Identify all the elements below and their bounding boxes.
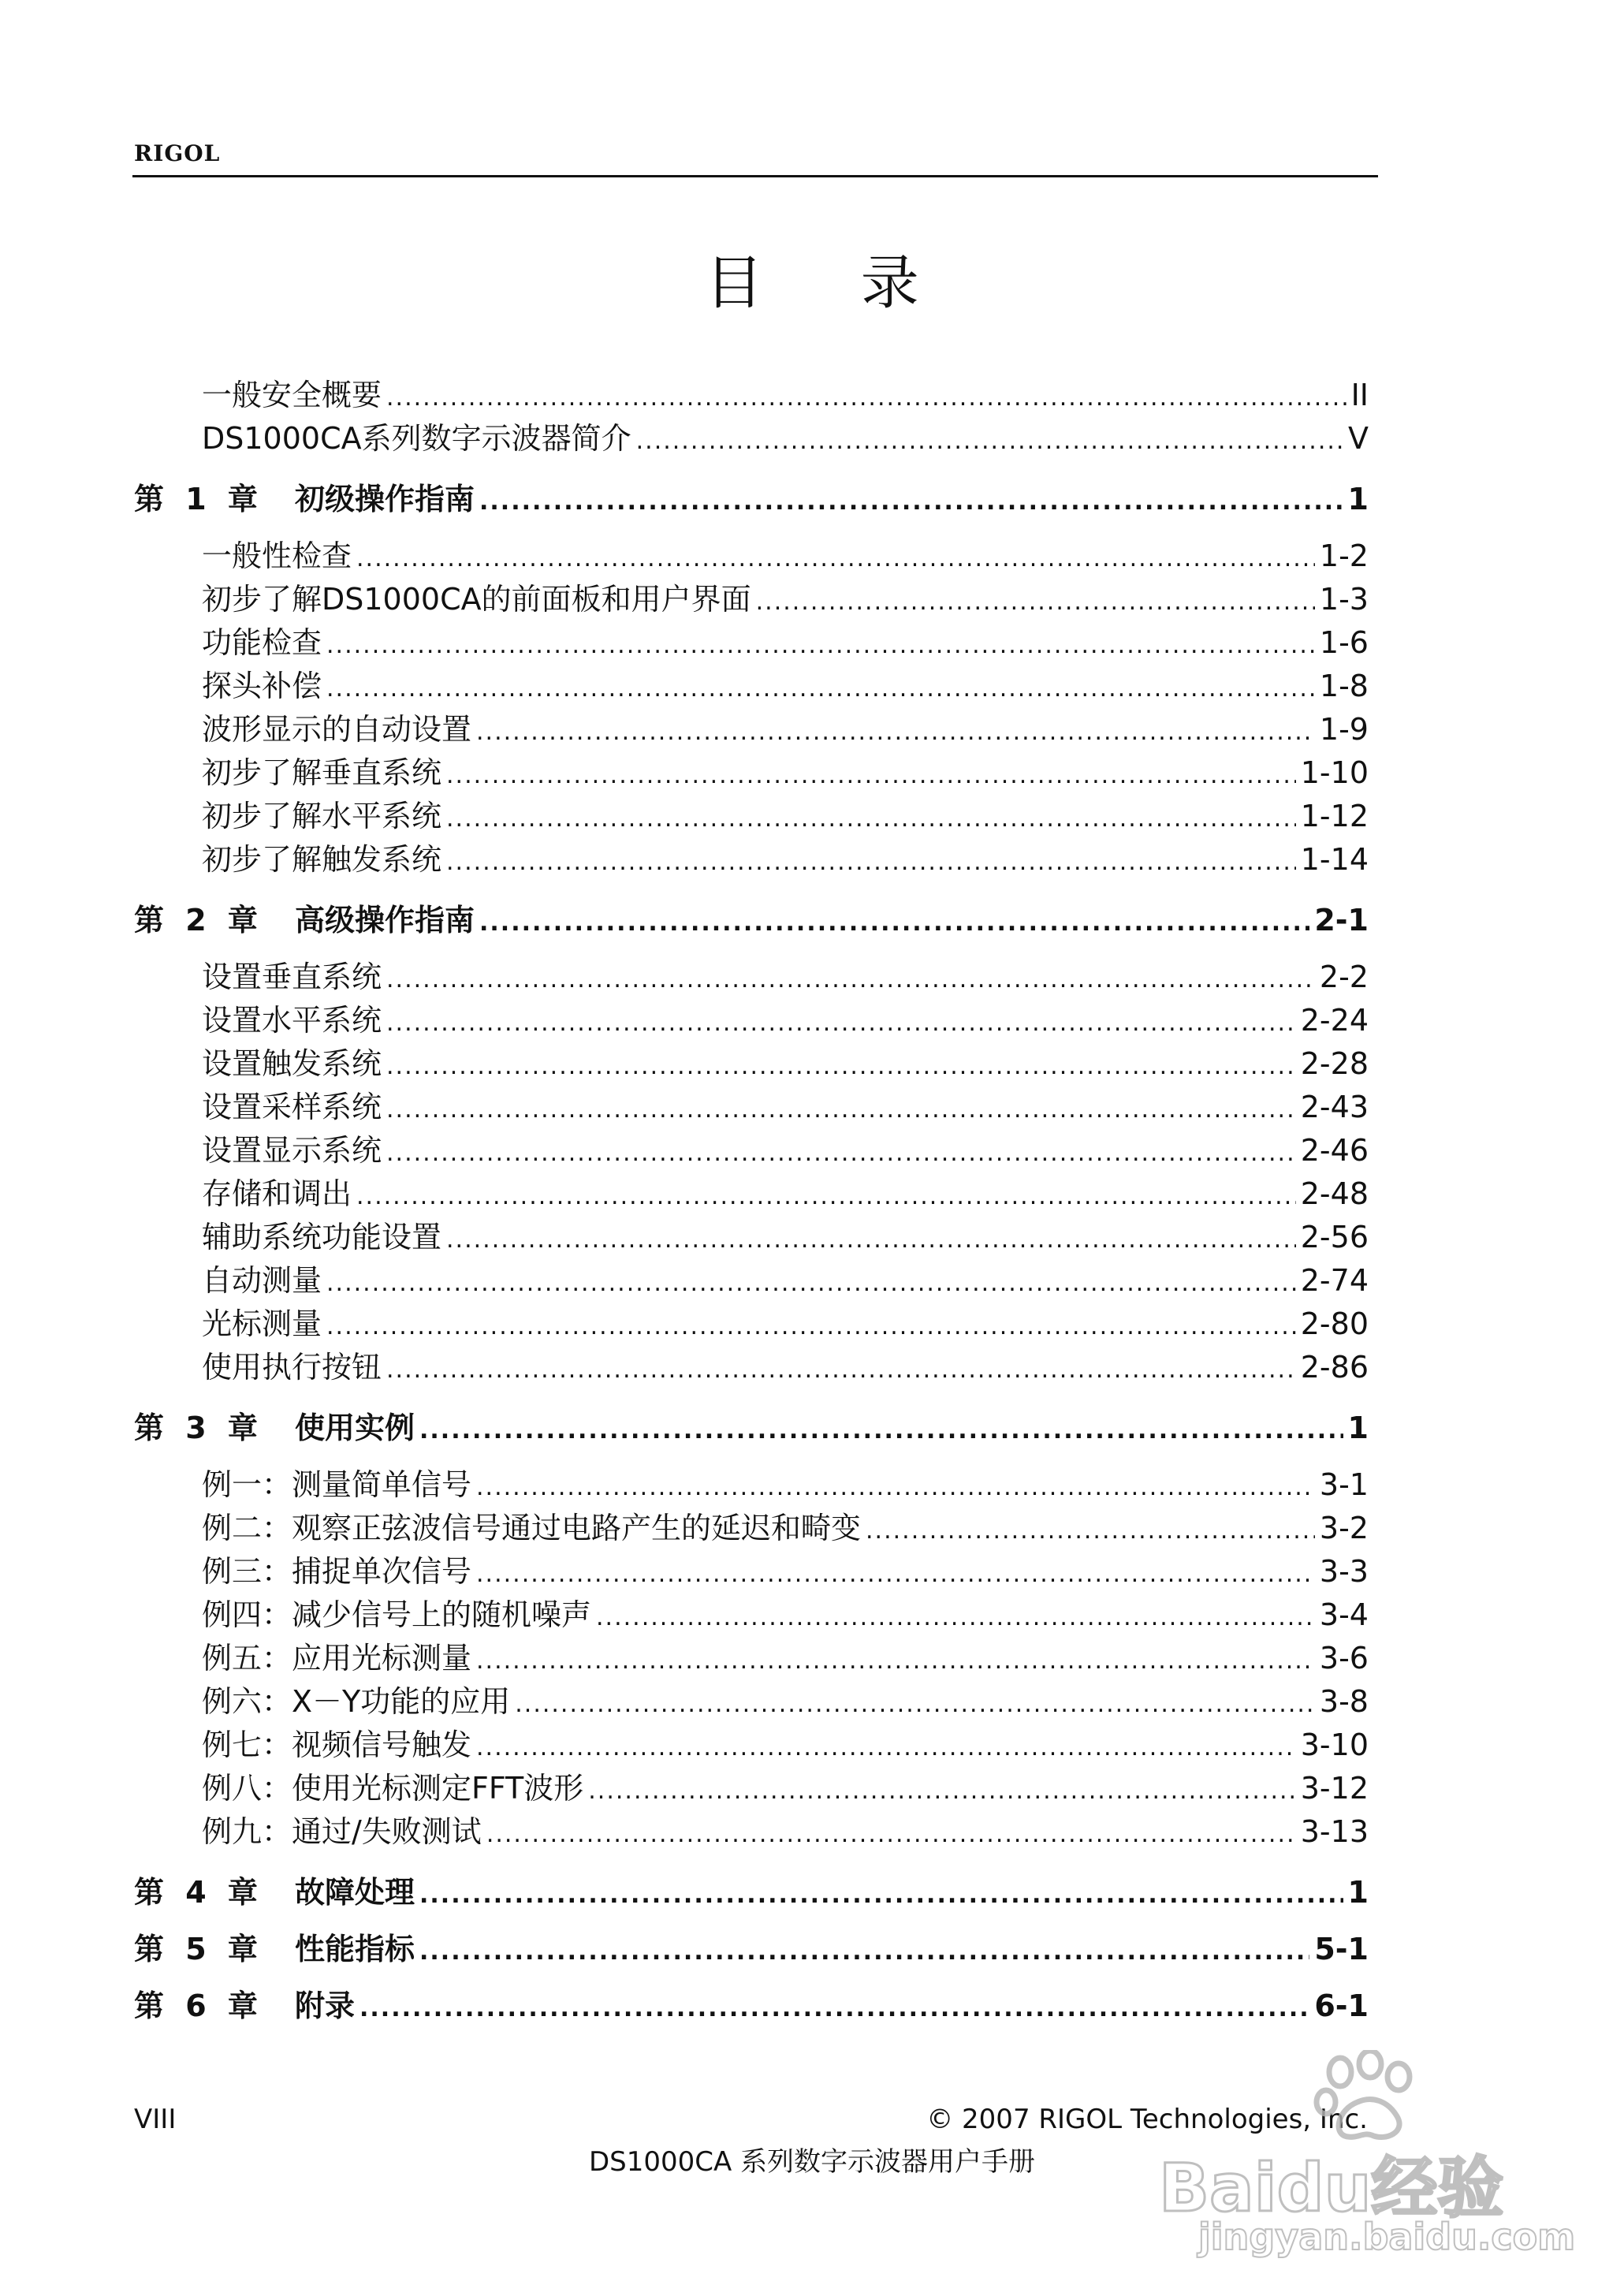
chapter-label <box>134 896 475 939</box>
toc-entry[interactable] <box>202 1590 1369 1634</box>
dot-leader <box>515 1690 1315 1718</box>
toc-entry[interactable] <box>202 575 1369 618</box>
toc-entry[interactable] <box>202 1504 1369 1547</box>
dot-leader <box>326 675 1315 703</box>
dot-leader <box>386 384 1347 412</box>
page-number: 2-74 <box>1300 1263 1369 1298</box>
toc-entry[interactable] <box>202 1039 1369 1083</box>
chapter-number: 第 6 章 <box>134 1988 258 2023</box>
entry-label: 例一：测量简单信号 <box>202 1467 472 1502</box>
chapter-title: 高级操作指南 <box>295 903 475 937</box>
entry-label: 初步了解水平系统 <box>202 799 442 833</box>
entry-label: 自动测量 <box>202 1263 322 1298</box>
toc-entry[interactable] <box>202 662 1369 705</box>
dot-leader <box>446 1226 1296 1254</box>
dot-leader <box>486 1821 1296 1848</box>
page-number: 1-6 <box>1319 625 1369 660</box>
dot-leader <box>419 1881 1343 1909</box>
toc-entry[interactable] <box>202 1126 1369 1169</box>
chapter-number: 第 2 章 <box>134 903 258 937</box>
chapter-title: 附录 <box>295 1988 356 2023</box>
chapter-title: 初级操作指南 <box>295 482 475 516</box>
dot-leader <box>419 1938 1309 1966</box>
page-number: 1-9 <box>1319 712 1369 747</box>
entry-label: 设置显示系统 <box>202 1133 382 1168</box>
toc-entry[interactable] <box>202 1299 1369 1343</box>
dot-leader <box>386 1139 1296 1167</box>
dot-leader <box>446 848 1296 876</box>
dot-leader <box>588 1777 1295 1805</box>
entry-label: 光标测量 <box>202 1306 322 1341</box>
toc-chapter[interactable] <box>134 896 1369 935</box>
watermark-text: Baidu经验 <box>1159 2149 1504 2227</box>
dot-leader <box>479 488 1343 516</box>
toc-chapter[interactable] <box>134 475 1369 514</box>
page-number: 1 <box>1347 1411 1369 1445</box>
entry-label: DS1000CA系列数字示波器简介 <box>202 421 631 456</box>
page-number: 1-3 <box>1319 582 1369 617</box>
entry-label: 设置垂直系统 <box>202 960 382 994</box>
toc-entry[interactable] <box>202 1634 1369 1677</box>
dot-leader <box>386 1096 1296 1124</box>
entry-label: 例二：观察正弦波信号通过电路产生的延迟和畸变 <box>202 1511 862 1545</box>
dot-leader <box>356 1183 1296 1210</box>
entry-label: 初步了解触发系统 <box>202 842 442 877</box>
dot-leader <box>476 1474 1315 1501</box>
entry-label: 例八：使用光标测定FFT波形 <box>202 1771 584 1806</box>
entry-label: 探头补偿 <box>202 669 322 703</box>
chapter-number: 第 3 章 <box>134 1411 258 1445</box>
header-rule <box>132 175 1378 177</box>
toc-entry[interactable] <box>202 1256 1369 1299</box>
dot-leader <box>476 1560 1315 1588</box>
toc-entry[interactable] <box>202 1213 1369 1256</box>
page-number: 1-12 <box>1300 799 1369 833</box>
page-number: 3-6 <box>1319 1641 1369 1675</box>
dot-leader <box>386 1009 1296 1037</box>
dot-leader <box>446 762 1296 789</box>
entry-label: 设置水平系统 <box>202 1003 382 1038</box>
toc-entry[interactable] <box>202 414 1369 457</box>
page-number: 1 <box>1347 1875 1369 1910</box>
page-number: 3-2 <box>1319 1511 1369 1545</box>
page-number: 3-3 <box>1319 1554 1369 1589</box>
page-number: 3-13 <box>1300 1814 1369 1849</box>
watermark-url: jingyan.baidu.com <box>1198 2216 1576 2258</box>
page-number: 3-4 <box>1319 1597 1369 1632</box>
chapter-number: 第 1 章 <box>134 482 258 516</box>
entry-label: 设置触发系统 <box>202 1046 382 1081</box>
chapter-title: 性能指标 <box>295 1932 415 1966</box>
chapter-label <box>134 1868 415 1911</box>
dot-leader <box>636 427 1343 455</box>
entry-label: 例三：捕捉单次信号 <box>202 1554 472 1589</box>
footer-copyright: © 2007 RIGOL Technologies, Inc. <box>926 2104 1368 2135</box>
chapter-number: 第 5 章 <box>134 1932 258 1966</box>
dot-leader <box>479 909 1309 937</box>
toc-entry[interactable] <box>202 618 1369 662</box>
baidu-watermark <box>1151 2050 1576 2263</box>
entry-label: 辅助系统功能设置 <box>202 1220 442 1254</box>
page-number: 2-48 <box>1300 1176 1369 1211</box>
dot-leader <box>386 966 1315 993</box>
page-number: 3-10 <box>1300 1728 1369 1762</box>
entry-label: 例九：通过/失败测试 <box>202 1814 482 1849</box>
toc-chapter[interactable] <box>134 1925 1369 1964</box>
page-number: 2-46 <box>1300 1133 1369 1168</box>
entry-label: 初步了解DS1000CA的前面板和用户界面 <box>202 582 751 617</box>
dot-leader <box>866 1517 1315 1545</box>
dot-leader <box>386 1053 1296 1080</box>
toc-entry[interactable] <box>202 835 1369 878</box>
chapter-label <box>134 1925 415 1968</box>
toc-entry[interactable] <box>202 748 1369 792</box>
entry-label: 一般安全概要 <box>202 378 382 412</box>
page-number: 2-56 <box>1300 1220 1369 1254</box>
page-number: 3-1 <box>1319 1467 1369 1502</box>
entry-label: 波形显示的自动设置 <box>202 712 472 747</box>
paw-icon <box>1309 2050 1427 2145</box>
dot-leader <box>419 1417 1343 1444</box>
toc-entry[interactable] <box>202 371 1369 414</box>
dot-leader <box>326 1313 1296 1340</box>
toc-entry[interactable] <box>202 996 1369 1039</box>
table-of-contents <box>134 371 1369 2038</box>
page-number: II <box>1350 378 1369 412</box>
entry-label: 存储和调出 <box>202 1176 352 1211</box>
page-number: 3-8 <box>1319 1684 1369 1719</box>
footer-page-number: VIII <box>134 2104 177 2135</box>
page-number: 2-1 <box>1314 903 1369 937</box>
dot-leader <box>756 588 1315 616</box>
page-number: 2-28 <box>1300 1046 1369 1081</box>
dot-leader <box>359 1995 1309 2022</box>
dot-leader <box>356 545 1315 572</box>
page-number: 2-80 <box>1300 1306 1369 1341</box>
entry-label: 初步了解垂直系统 <box>202 755 442 790</box>
toc-entry[interactable] <box>202 1677 1369 1720</box>
page-number: 2-2 <box>1319 960 1369 994</box>
toc-entry[interactable] <box>202 1169 1369 1213</box>
entry-label: 功能检查 <box>202 625 322 660</box>
page-number: 5-1 <box>1314 1932 1369 1966</box>
chapter-title: 故障处理 <box>295 1875 415 1910</box>
page-number: 2-24 <box>1300 1003 1369 1038</box>
dot-leader <box>326 632 1315 659</box>
footer-manual-title: DS1000CA 系列数字示波器用户手册 <box>588 2146 1036 2178</box>
toc-entry[interactable] <box>202 1807 1369 1851</box>
page-number: 6-1 <box>1314 1988 1369 2023</box>
chapter-number: 第 4 章 <box>134 1875 258 1910</box>
entry-label: 使用执行按钮 <box>202 1350 382 1385</box>
dot-leader <box>476 1647 1315 1675</box>
page-number: 1-10 <box>1300 755 1369 790</box>
toc-entry[interactable] <box>202 1764 1369 1807</box>
page-number: 1 <box>1347 482 1369 516</box>
page-number: 1-14 <box>1300 842 1369 877</box>
toc-entry[interactable] <box>202 952 1369 996</box>
page-number: 2-43 <box>1300 1090 1369 1124</box>
toc-chapter[interactable] <box>134 1981 1369 2021</box>
dot-leader <box>476 718 1315 746</box>
toc-chapter[interactable] <box>134 1403 1369 1443</box>
chapter-title: 使用实例 <box>295 1411 415 1445</box>
dot-leader <box>386 1356 1296 1384</box>
toc-entry[interactable] <box>202 1547 1369 1590</box>
entry-label: 例五：应用光标测量 <box>202 1641 472 1675</box>
chapter-label <box>134 1403 415 1447</box>
page-number: V <box>1348 421 1369 456</box>
toc-chapter[interactable] <box>134 1868 1369 1910</box>
header-brand: RIGOL <box>134 140 221 166</box>
toc-entry[interactable] <box>202 792 1369 835</box>
entry-label: 例四：减少信号上的随机噪声 <box>202 1597 592 1632</box>
entry-label: 例七：视频信号触发 <box>202 1728 472 1762</box>
page-number: 2-86 <box>1300 1350 1369 1385</box>
dot-leader <box>326 1269 1296 1297</box>
toc-entry[interactable] <box>202 1083 1369 1126</box>
chapter-label <box>134 1981 355 2025</box>
page-number: 1-2 <box>1319 539 1369 573</box>
page-number: 3-12 <box>1300 1771 1369 1806</box>
toc-entry[interactable] <box>202 1460 1369 1504</box>
dot-leader <box>476 1734 1296 1761</box>
chapter-label <box>134 475 475 518</box>
toc-entry[interactable] <box>202 531 1369 575</box>
dot-leader <box>596 1604 1315 1631</box>
entry-label: 一般性检查 <box>202 539 352 573</box>
toc-title: 目 录 <box>705 249 959 317</box>
toc-entry[interactable] <box>202 1343 1369 1386</box>
dot-leader <box>446 805 1296 833</box>
entry-label: 设置采样系统 <box>202 1090 382 1124</box>
toc-entry[interactable] <box>202 1720 1369 1764</box>
entry-label: 例六：X－Y功能的应用 <box>202 1684 511 1719</box>
page-number: 1-8 <box>1319 669 1369 703</box>
toc-entry[interactable] <box>202 705 1369 748</box>
